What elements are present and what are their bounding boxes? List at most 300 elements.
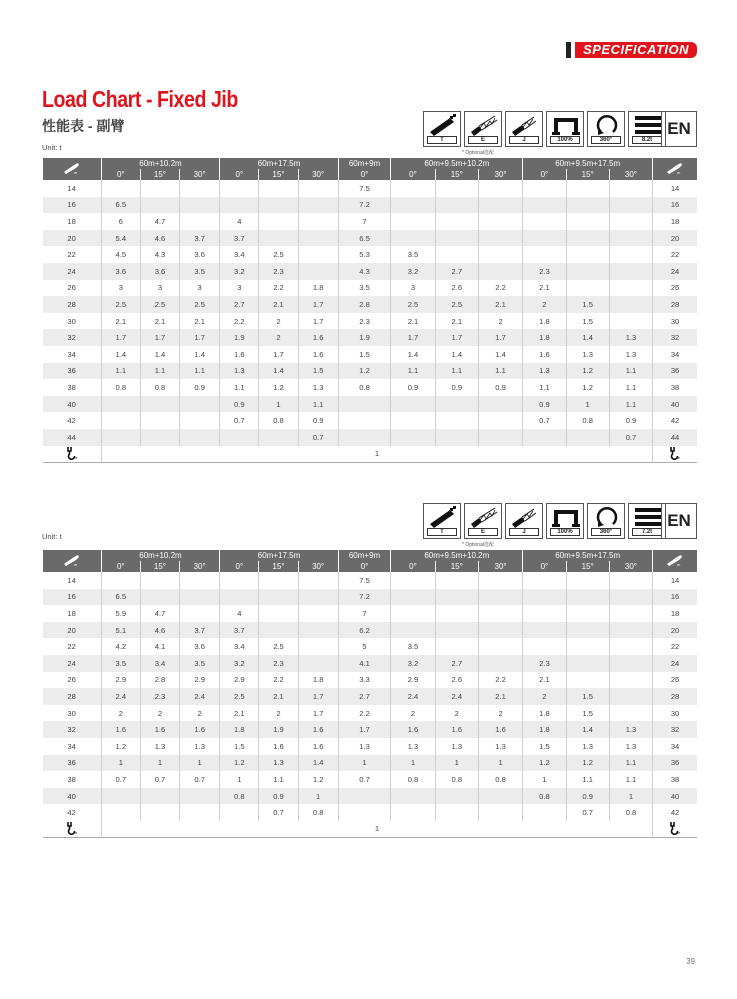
load-cell <box>523 622 566 639</box>
jib-angle-header: 0° <box>338 169 391 180</box>
load-cell: 1.3 <box>259 755 298 772</box>
load-cell <box>478 572 522 589</box>
optional-note: * Optional选配 <box>462 542 494 548</box>
jib-angle-header: 30° <box>609 561 652 572</box>
jib-angle-header: 15° <box>566 169 609 180</box>
load-cell: 0.7 <box>298 429 338 446</box>
radius-column-icon <box>653 158 697 180</box>
load-cell: 3 <box>101 280 140 297</box>
load-cell <box>180 589 220 606</box>
outrigger-icon <box>546 111 584 147</box>
load-cell <box>566 230 609 247</box>
load-cell: 1.4 <box>566 721 609 738</box>
load-cell: 1.3 <box>566 346 609 363</box>
radius-cell: 34 <box>653 738 697 755</box>
load-cell <box>180 412 220 429</box>
load-cell: 3.2 <box>391 263 435 280</box>
load-cell <box>609 705 652 722</box>
load-cell <box>180 180 220 197</box>
load-cell: 6.5 <box>101 589 140 606</box>
load-cell: 1 <box>566 396 609 413</box>
fixed-jib-icon <box>505 503 543 539</box>
load-cell: 3.5 <box>180 655 220 672</box>
load-cell <box>259 622 298 639</box>
table-row <box>43 638 698 655</box>
slewing-icon <box>587 503 625 539</box>
jib-angle-header: 0° <box>338 561 391 572</box>
load-cell <box>435 622 478 639</box>
radius-cell: 28 <box>653 296 697 313</box>
load-cell: 0.7 <box>523 412 566 429</box>
load-cell: 6.5 <box>101 197 140 214</box>
load-cell: 3.5 <box>180 263 220 280</box>
load-cell: 1.7 <box>140 329 179 346</box>
load-cell: 2.8 <box>338 296 391 313</box>
language-badge: EN <box>661 503 697 539</box>
load-cell: 2.4 <box>391 688 435 705</box>
radius-cell: 18 <box>67 608 76 618</box>
load-cell: 1.4 <box>298 755 338 772</box>
load-cell: 2.2 <box>478 280 522 297</box>
load-cell <box>101 180 140 197</box>
jib-angle-header: 0° <box>523 561 566 572</box>
icon-caption: T <box>427 528 457 536</box>
load-cell: 1.9 <box>259 721 298 738</box>
radius-cell: 30 <box>67 316 76 326</box>
load-cell: 1.5 <box>566 705 609 722</box>
load-cell: 3.2 <box>220 263 259 280</box>
radius-cell: 16 <box>43 197 102 214</box>
extension-jib-icon <box>464 111 502 147</box>
load-cell <box>609 655 652 672</box>
load-cell: 2.1 <box>140 313 179 330</box>
load-cell: 2.8 <box>140 672 179 689</box>
load-cell <box>566 622 609 639</box>
load-cell: 2 <box>101 705 140 722</box>
load-cell <box>566 180 609 197</box>
condition-icons <box>423 503 666 539</box>
unit-label: Unit: t <box>42 532 62 541</box>
load-cell <box>478 412 522 429</box>
load-cell: 0.8 <box>220 788 259 805</box>
load-cell <box>391 429 435 446</box>
table-row <box>43 605 698 622</box>
radius-cell: 30 <box>67 708 76 718</box>
load-cell: 1.6 <box>298 346 338 363</box>
load-cell <box>180 804 220 821</box>
load-cell <box>259 429 298 446</box>
load-cell: 1.3 <box>220 363 259 380</box>
radius-column-icon <box>43 550 102 572</box>
load-cell <box>478 655 522 672</box>
load-cell <box>220 804 259 821</box>
load-cell: 2.3 <box>140 688 179 705</box>
radius-cell: 38 <box>67 382 76 392</box>
load-cell: 1 <box>140 755 179 772</box>
load-cell: 1.5 <box>566 296 609 313</box>
load-cell: 3.7 <box>220 622 259 639</box>
load-cell <box>220 429 259 446</box>
jib-angle-header: 0° <box>220 561 259 572</box>
radius-cell: 38 <box>653 771 697 788</box>
radius-cell: 44 <box>653 429 697 446</box>
load-cell: 1.6 <box>298 721 338 738</box>
hook-block-value: 1 <box>101 446 652 463</box>
load-cell: 0.9 <box>435 379 478 396</box>
load-cell <box>338 429 391 446</box>
radius-cell: 42 <box>67 808 76 818</box>
load-cell: 2.7 <box>220 296 259 313</box>
load-cell: 2.5 <box>259 246 298 263</box>
svg-text:m: m <box>677 169 681 174</box>
load-cell: 2.1 <box>523 672 566 689</box>
radius-cell: 22 <box>653 246 697 263</box>
section-marker <box>566 42 571 58</box>
table-row <box>43 788 698 805</box>
load-cell: 2.1 <box>478 688 522 705</box>
load-cell <box>101 804 140 821</box>
load-cell <box>435 197 478 214</box>
radius-cell: 42 <box>653 412 697 429</box>
load-cell <box>338 804 391 821</box>
load-cell: 1.3 <box>523 363 566 380</box>
load-cell: 1.5 <box>523 738 566 755</box>
radius-cell: 40 <box>653 396 697 413</box>
load-cell <box>298 246 338 263</box>
load-cell <box>391 605 435 622</box>
load-cell: 7 <box>338 605 391 622</box>
load-cell <box>101 429 140 446</box>
language-badge: EN <box>661 111 697 147</box>
radius-cell: 34 <box>67 349 76 359</box>
load-cell: 1 <box>101 755 140 772</box>
page-subtitle: 性能表 - 副臂 <box>42 118 125 134</box>
load-cell <box>391 589 435 606</box>
load-cell <box>140 804 179 821</box>
load-cell <box>435 429 478 446</box>
table-row <box>43 572 698 589</box>
load-cell <box>609 296 652 313</box>
boom-config-header: 60m+9.5m+10.2m <box>391 550 523 561</box>
table-row <box>43 197 698 214</box>
load-cell <box>391 230 435 247</box>
load-cell <box>478 213 522 230</box>
radius-cell: 26 <box>67 675 76 685</box>
load-cell: 1.6 <box>101 721 140 738</box>
load-cell: 1.1 <box>609 771 652 788</box>
load-cell: 1.1 <box>609 755 652 772</box>
load-cell <box>338 412 391 429</box>
outrigger-icon <box>546 503 584 539</box>
load-cell <box>259 213 298 230</box>
jib-angle-header: 30° <box>609 169 652 180</box>
jib-angle-header: 0° <box>220 169 259 180</box>
load-cell: 1.1 <box>523 379 566 396</box>
condition-icons <box>423 111 666 147</box>
load-cell: 0.9 <box>391 379 435 396</box>
load-cell <box>478 804 522 821</box>
load-cell: 1.6 <box>259 738 298 755</box>
load-cell: 1.3 <box>391 738 435 755</box>
load-cell: 3 <box>180 280 220 297</box>
load-cell: 2.2 <box>478 672 522 689</box>
hook-icon <box>653 446 697 463</box>
load-cell: 6.2 <box>338 622 391 639</box>
radius-cell: 16 <box>653 589 697 606</box>
load-cell: 1.6 <box>523 346 566 363</box>
load-cell: 3.5 <box>101 655 140 672</box>
load-cell <box>220 589 259 606</box>
table-row <box>43 280 698 297</box>
load-cell <box>478 263 522 280</box>
load-cell <box>435 572 478 589</box>
radius-cell: 30 <box>653 313 697 330</box>
load-cell: 7.2 <box>338 197 391 214</box>
load-cell: 1.3 <box>609 329 652 346</box>
load-cell <box>435 412 478 429</box>
load-cell <box>566 263 609 280</box>
load-cell: 1 <box>259 396 298 413</box>
load-cell: 1.6 <box>298 738 338 755</box>
svg-text:m: m <box>677 561 681 566</box>
load-cell: 2.5 <box>259 638 298 655</box>
load-cell: 6 <box>101 213 140 230</box>
icon-caption: E <box>468 136 498 144</box>
load-cell <box>609 213 652 230</box>
load-cell: 3.5 <box>391 638 435 655</box>
load-cell <box>298 589 338 606</box>
load-cell: 4.7 <box>140 213 179 230</box>
load-cell: 1.1 <box>478 363 522 380</box>
radius-cell: 20 <box>653 622 697 639</box>
load-cell: 2.4 <box>101 688 140 705</box>
load-cell: 1.4 <box>566 329 609 346</box>
load-cell: 2.6 <box>435 672 478 689</box>
icon-caption: 360° <box>591 528 621 536</box>
jib-angle-header: 15° <box>259 561 298 572</box>
load-cell <box>609 280 652 297</box>
load-cell: 4.6 <box>140 230 179 247</box>
load-cell: 1.5 <box>566 313 609 330</box>
load-cell <box>566 280 609 297</box>
load-cell: 2.2 <box>338 705 391 722</box>
load-cell <box>523 605 566 622</box>
load-cell: 0.9 <box>180 379 220 396</box>
load-cell <box>180 788 220 805</box>
load-cell <box>435 638 478 655</box>
radius-cell: 14 <box>653 180 697 197</box>
radius-cell: 36 <box>653 755 697 772</box>
jib-angle-header: 30° <box>180 561 220 572</box>
load-cell: 0.7 <box>180 771 220 788</box>
icon-caption: 8.2t <box>632 136 662 144</box>
load-cell <box>391 804 435 821</box>
table-row <box>43 771 698 788</box>
page-number: 39 <box>686 957 695 966</box>
table-row <box>43 296 698 313</box>
load-cell <box>298 213 338 230</box>
radius-cell: 34 <box>67 741 76 751</box>
load-cell: 2.3 <box>338 313 391 330</box>
load-cell: 0.9 <box>523 396 566 413</box>
load-cell: 0.8 <box>609 804 652 821</box>
table-row <box>43 655 698 672</box>
section-header <box>566 42 697 58</box>
load-cell <box>566 213 609 230</box>
load-cell <box>609 672 652 689</box>
slewing-icon <box>587 111 625 147</box>
radius-cell: 18 <box>67 216 76 226</box>
table-row <box>43 738 698 755</box>
table-row <box>43 263 698 280</box>
load-cell <box>566 572 609 589</box>
load-cell <box>609 622 652 639</box>
load-cell: 1.1 <box>435 363 478 380</box>
load-cell <box>220 572 259 589</box>
jib-angle-header: 15° <box>140 561 179 572</box>
table-row <box>43 246 698 263</box>
load-cell <box>391 213 435 230</box>
load-cell: 2.9 <box>101 672 140 689</box>
load-cell <box>101 572 140 589</box>
load-cell <box>391 622 435 639</box>
load-cell: 1.6 <box>478 721 522 738</box>
load-cell: 3.7 <box>220 230 259 247</box>
jib-angle-header: 30° <box>180 169 220 180</box>
load-cell: 1.2 <box>338 363 391 380</box>
load-cell: 3 <box>220 280 259 297</box>
load-cell <box>523 804 566 821</box>
jib-angle-header: 15° <box>435 561 478 572</box>
radius-cell: 32 <box>43 329 102 346</box>
jib-angle-header: 0° <box>391 561 435 572</box>
load-cell: 0.9 <box>478 379 522 396</box>
boom-config-header: 60m+9m <box>338 550 391 561</box>
radius-cell: 44 <box>43 429 102 446</box>
radius-cell: 20 <box>653 230 697 247</box>
load-cell: 4.5 <box>101 246 140 263</box>
load-cell: 1 <box>180 755 220 772</box>
load-cell: 2.4 <box>435 688 478 705</box>
load-cell <box>140 180 179 197</box>
load-cell <box>298 605 338 622</box>
radius-cell: 14 <box>67 183 76 193</box>
load-cell: 3.4 <box>220 246 259 263</box>
load-cell: 1.1 <box>220 379 259 396</box>
table-row <box>43 429 698 446</box>
load-cell <box>609 572 652 589</box>
jib-angle-header: 30° <box>478 169 522 180</box>
hook-icon <box>43 821 102 838</box>
load-cell: 1.8 <box>298 672 338 689</box>
load-cell: 1.3 <box>478 738 522 755</box>
load-cell <box>140 197 179 214</box>
load-cell: 1.6 <box>140 721 179 738</box>
load-cell: 3.4 <box>140 655 179 672</box>
load-cell: 1 <box>609 788 652 805</box>
jib-angle-header: 30° <box>298 561 338 572</box>
radius-cell: 36 <box>43 755 102 772</box>
load-cell: 7.5 <box>338 180 391 197</box>
radius-cell: 28 <box>43 688 102 705</box>
radius-cell: 24 <box>653 655 697 672</box>
load-cell: 1.4 <box>478 346 522 363</box>
radius-cell: 16 <box>43 589 102 606</box>
load-cell: 4 <box>220 213 259 230</box>
load-cell: 2 <box>180 705 220 722</box>
load-cell: 0.8 <box>259 412 298 429</box>
radius-cell: 36 <box>653 363 697 380</box>
load-cell: 0.9 <box>220 396 259 413</box>
load-cell: 3 <box>140 280 179 297</box>
load-cell: 4.1 <box>338 655 391 672</box>
load-cell: 1.3 <box>338 738 391 755</box>
load-cell <box>220 197 259 214</box>
load-cell: 2.1 <box>180 313 220 330</box>
load-cell: 2.4 <box>180 688 220 705</box>
jib-angle-header: 0° <box>523 169 566 180</box>
load-cell: 1 <box>298 788 338 805</box>
hook-row <box>43 821 698 838</box>
load-cell: 1.3 <box>435 738 478 755</box>
icon-caption: 100% <box>550 136 580 144</box>
load-cell: 1.7 <box>435 329 478 346</box>
load-cell <box>338 788 391 805</box>
jib-angle-header: 30° <box>298 169 338 180</box>
load-cell: 1 <box>338 755 391 772</box>
table-row <box>43 329 698 346</box>
load-cell: 2.9 <box>180 672 220 689</box>
load-cell <box>478 605 522 622</box>
table-row <box>43 688 698 705</box>
load-cell: 1.3 <box>140 738 179 755</box>
load-cell: 2 <box>140 705 179 722</box>
icon-caption: 7.2t <box>632 528 662 536</box>
load-cell: 1.5 <box>338 346 391 363</box>
load-cell: 1.7 <box>298 688 338 705</box>
load-cell <box>478 180 522 197</box>
table-row <box>43 672 698 689</box>
load-chart-table <box>42 158 697 463</box>
load-cell: 2.1 <box>391 313 435 330</box>
load-cell <box>391 396 435 413</box>
jib-angle-header: 0° <box>391 169 435 180</box>
load-cell: 1.3 <box>609 738 652 755</box>
table-row <box>43 313 698 330</box>
load-cell: 7.5 <box>338 572 391 589</box>
load-cell <box>180 572 220 589</box>
load-cell <box>478 788 522 805</box>
load-cell <box>298 655 338 672</box>
table-row <box>43 622 698 639</box>
load-cell: 1.3 <box>298 379 338 396</box>
load-cell: 5.3 <box>338 246 391 263</box>
table-row <box>43 230 698 247</box>
load-cell: 0.8 <box>140 379 179 396</box>
load-cell: 4.7 <box>140 605 179 622</box>
load-cell: 3.5 <box>391 246 435 263</box>
load-cell: 1.6 <box>180 721 220 738</box>
load-cell <box>298 180 338 197</box>
svg-text:m: m <box>73 829 77 835</box>
load-cell: 1.2 <box>566 363 609 380</box>
radius-cell: 32 <box>43 721 102 738</box>
load-cell: 3.6 <box>180 246 220 263</box>
load-cell: 2 <box>435 705 478 722</box>
svg-text:m: m <box>73 169 78 174</box>
load-cell: 4.3 <box>140 246 179 263</box>
load-cell <box>523 246 566 263</box>
